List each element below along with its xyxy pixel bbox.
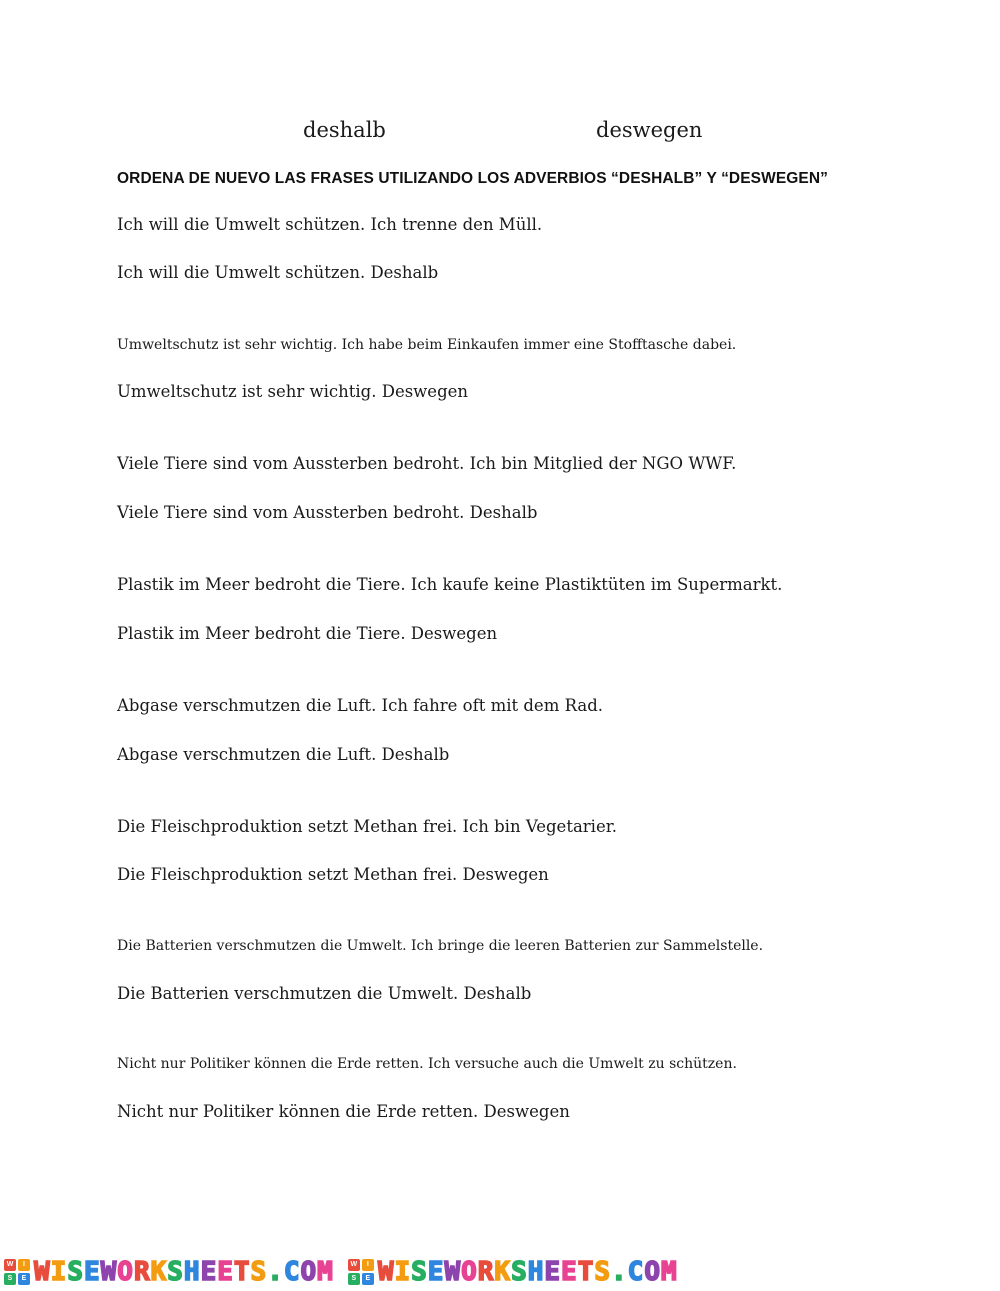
brand-text — [378, 1257, 678, 1287]
brand-letter: W — [100, 1256, 118, 1287]
exercise-7-answer: Die Batterien verschmutzen die Umwelt. Deshalb — [117, 984, 532, 1003]
brand-letter: W — [444, 1256, 462, 1287]
brand-letter: R — [133, 1256, 151, 1287]
exercise-8-answer: Nicht nur Politiker können die Erde retten. Deswegen — [117, 1102, 570, 1121]
brand-letter: C — [627, 1256, 645, 1287]
brand-letter: E — [544, 1256, 562, 1287]
brand-letter: O — [300, 1256, 318, 1287]
brand-letter: S — [511, 1256, 528, 1287]
brand-text — [34, 1257, 334, 1287]
exercise-6-answer: Die Fleischproduktion setzt Methan frei. Deswegen — [117, 865, 549, 884]
exercise-5-answer: Abgase verschmutzen die Luft. Deshalb — [117, 745, 450, 764]
exercise-1-answer: Ich will die Umwelt schützen. Deshalb — [117, 263, 439, 282]
exercise-3-answer: Viele Tiere sind vom Aussterben bedroht. Deshalb — [117, 503, 538, 522]
brand-letter: E — [561, 1256, 578, 1287]
exercise-1-prompt: Ich will die Umwelt schützen. Ich trenne den Müll. — [117, 215, 543, 234]
brand-letter: T — [577, 1256, 595, 1287]
brand-letter: E — [217, 1256, 234, 1287]
brand-letter: H — [183, 1256, 201, 1287]
exercise-2-prompt: Umweltschutz ist sehr wichtig. Ich habe beim Einkaufen immer eine Stofftasche dabei. — [117, 337, 737, 353]
brand-letter: S — [594, 1256, 611, 1287]
brand-letter: E — [427, 1256, 445, 1287]
brand-letter: W — [377, 1256, 395, 1287]
brand-letter: H — [527, 1256, 545, 1287]
brand-letter: O — [461, 1256, 478, 1287]
footer-watermark — [0, 1252, 1000, 1291]
brand-letter: K — [494, 1256, 512, 1287]
brand-letter: S — [250, 1256, 268, 1287]
brand-letter: S — [411, 1256, 428, 1287]
brand-letter: . — [611, 1256, 628, 1287]
brand-letter: O — [644, 1256, 661, 1287]
brand-letter: E — [200, 1256, 218, 1287]
exercise-4-answer: Plastik im Meer bedroht die Tiere. Deswegen — [117, 624, 498, 643]
brand-letter: I — [50, 1256, 68, 1287]
brand-letter: . — [267, 1256, 284, 1287]
brand-letter: E — [83, 1256, 101, 1287]
brand-letter: M — [317, 1256, 334, 1287]
brand-letter: K — [150, 1256, 168, 1287]
brand-letter: M — [660, 1256, 678, 1287]
brand-block-1 — [4, 1257, 334, 1287]
brand-block-2 — [348, 1257, 678, 1287]
brand-letter: T — [233, 1256, 251, 1287]
word-bank-deswegen: deswegen — [596, 118, 703, 142]
brand-letter: R — [477, 1256, 495, 1287]
exercise-4-prompt: Plastik im Meer bedroht die Tiere. Ich kaufe keine Plastiktüten im Supermarkt. — [117, 575, 783, 594]
exercise-6-prompt: Die Fleischproduktion setzt Methan frei. Ich bin Vegetarier. — [117, 817, 618, 836]
brand-letter: I — [394, 1256, 412, 1287]
exercise-7-prompt: Die Batterien verschmutzen die Umwelt. Ich bringe die leeren Batterien zur Sammelstelle. — [117, 938, 764, 954]
brand-letter: C — [283, 1256, 301, 1287]
brand-letter: O — [117, 1256, 134, 1287]
word-bank-deshalb: deshalb — [303, 118, 386, 142]
brand-letter: S — [167, 1256, 184, 1287]
instruction-heading: ORDENA DE NUEVO LAS FRASES UTILIZANDO LOS ADVERBIOS “DESHALB” Y “DESWEGEN” — [117, 170, 828, 187]
exercise-2-answer: Umweltschutz ist sehr wichtig. Deswegen — [117, 382, 469, 401]
brand-logo-icon: W I S E — [4, 1259, 30, 1285]
brand-logo-icon: W I S E — [348, 1259, 374, 1285]
brand-letter: S — [67, 1256, 84, 1287]
exercise-5-prompt: Abgase verschmutzen die Luft. Ich fahre oft mit dem Rad. — [117, 696, 604, 715]
exercise-3-prompt: Viele Tiere sind vom Aussterben bedroht. Ich bin Mitglied der NGO WWF. — [117, 454, 737, 473]
brand-letter: W — [34, 1256, 51, 1287]
exercise-8-prompt: Nicht nur Politiker können die Erde retten. Ich versuche auch die Umwelt zu schützen. — [117, 1056, 737, 1072]
